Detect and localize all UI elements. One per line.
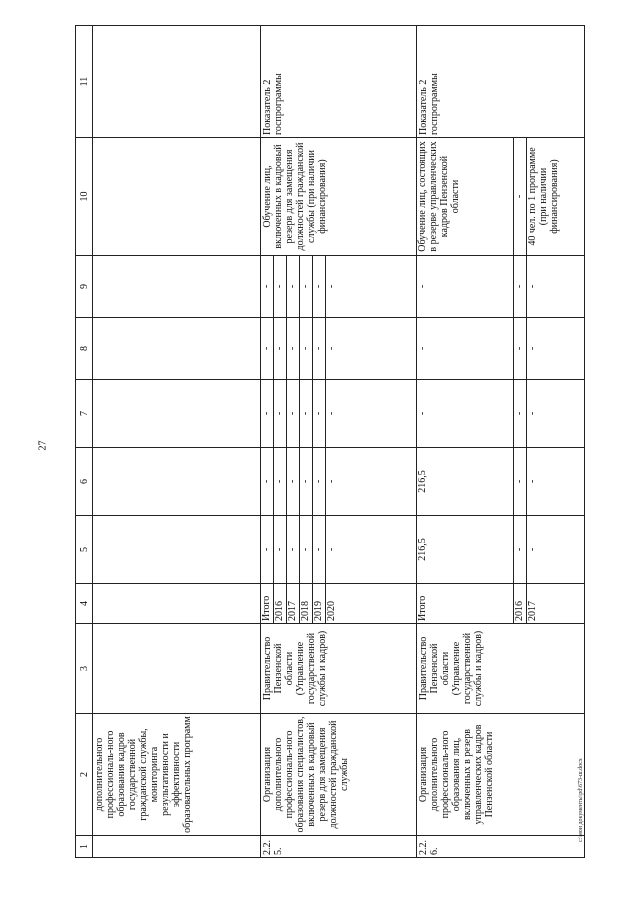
col-header: 3 — [76, 624, 93, 714]
year-label: Итого — [261, 584, 274, 623]
rotated-table-wrapper — [75, 28, 595, 858]
value: - — [527, 411, 538, 416]
table-row-2-2-5 — [261, 26, 417, 858]
result-text: 40 чел. по 1 программе (при наличии финансирования) — [527, 147, 560, 246]
value: - — [287, 448, 300, 515]
value: - — [261, 448, 274, 515]
value: - — [274, 516, 287, 583]
expected-result: Обучение лиц, включенных в кадровый резерв для замещения должностей гражданской службы (при наличии финансирования) — [261, 138, 417, 256]
value: - — [417, 380, 514, 447]
value: - — [274, 256, 287, 317]
result-text: - — [514, 138, 527, 255]
year-label: Итого — [417, 584, 514, 623]
year-label: 2019 — [313, 584, 326, 623]
empty-cell — [93, 380, 261, 448]
value: - — [261, 516, 274, 583]
col-header: 5 — [76, 516, 93, 584]
value: - — [313, 448, 326, 515]
page-number: 27 — [37, 440, 49, 451]
year-label: 2018 — [300, 584, 313, 623]
document-path: c:\мои документы\pd\673-ш.docx — [578, 758, 584, 842]
value: - — [326, 346, 337, 351]
value: - — [313, 516, 326, 583]
value: - — [313, 318, 326, 379]
years-cell — [417, 584, 585, 624]
col-header: 1 — [76, 836, 93, 858]
value: - — [527, 479, 538, 484]
years-cell — [261, 584, 417, 624]
value-cell — [261, 448, 417, 516]
empty-cell — [93, 26, 261, 138]
empty-cell — [93, 138, 261, 256]
col-header: 4 — [76, 584, 93, 624]
value: - — [287, 318, 300, 379]
value-cell — [261, 318, 417, 380]
value-cell — [261, 380, 417, 448]
empty-cell — [93, 516, 261, 584]
program-table — [75, 25, 585, 858]
indicator-link: Показатель 2 госпрограммы — [261, 26, 417, 138]
value: - — [261, 256, 274, 317]
value: - — [326, 547, 337, 552]
row-number — [93, 836, 261, 858]
row-number: 2.2.5. — [261, 836, 417, 858]
value: - — [514, 256, 527, 317]
year-label: 2017 — [527, 601, 538, 621]
value-cell — [261, 256, 417, 318]
empty-cell — [93, 584, 261, 624]
empty-cell — [93, 256, 261, 318]
empty-cell — [93, 318, 261, 380]
value: - — [417, 256, 514, 317]
col-header: 11 — [76, 26, 93, 138]
value: - — [326, 479, 337, 484]
value: - — [274, 318, 287, 379]
value: - — [287, 380, 300, 447]
measure-name: Организация дополнительного профессиональ-ного образования лиц, включенных в резерв управленческих кадров Пензенской области — [417, 714, 585, 836]
value-cell — [417, 318, 585, 380]
value-cell — [261, 516, 417, 584]
value: - — [300, 516, 313, 583]
table-row-continuation — [93, 26, 261, 858]
header-row — [76, 26, 93, 858]
value: - — [514, 516, 527, 583]
value: - — [326, 284, 337, 289]
value: - — [514, 448, 527, 515]
executor: Правительство Пензенской области (Управление государственной службы и кадров) — [417, 624, 585, 714]
table-row-2-2-6 — [417, 26, 585, 858]
value: - — [274, 380, 287, 447]
value: 216,5 — [417, 448, 514, 515]
value: - — [417, 318, 514, 379]
col-header: 8 — [76, 318, 93, 380]
value: - — [527, 346, 538, 351]
value: - — [274, 448, 287, 515]
col-header: 9 — [76, 256, 93, 318]
year-label: 2020 — [326, 601, 337, 621]
year-label: 2017 — [287, 584, 300, 623]
year-label: 2016 — [514, 584, 527, 623]
value: - — [326, 411, 337, 416]
value: - — [527, 284, 538, 289]
value: - — [300, 448, 313, 515]
value: - — [287, 516, 300, 583]
executor: Правительство Пензенской области (Управление государственной службы и кадров) — [261, 624, 417, 714]
measure-name: Организация дополнительного профессиональ-ного образования специалистов, включенных в кадровый резерв для замещения должностей гражданской службы — [261, 714, 417, 836]
value: - — [261, 380, 274, 447]
indicator-link: Показатель 2 госпрограммы — [417, 26, 585, 138]
value-cell — [417, 380, 585, 448]
year-label: 2016 — [274, 584, 287, 623]
value-cell — [417, 256, 585, 318]
col-header: 2 — [76, 714, 93, 836]
row-number: 2.2.6. — [417, 836, 585, 858]
value: - — [527, 547, 538, 552]
value: - — [300, 380, 313, 447]
measure-name: дополнительного профессиональ-ного образования кадров государственной гражданской службы, мониторинга результативности и эффективности образовательных программ — [93, 714, 261, 836]
empty-cell — [93, 624, 261, 714]
value: - — [300, 318, 313, 379]
value: - — [261, 318, 274, 379]
result-text: Обучение лиц, состоящих в резерве управленческих кадров Пензенской области — [417, 138, 514, 255]
value-cell — [417, 448, 585, 516]
value: - — [514, 380, 527, 447]
value: - — [300, 256, 313, 317]
value: - — [514, 318, 527, 379]
empty-cell — [93, 448, 261, 516]
value: - — [313, 380, 326, 447]
expected-result — [417, 138, 585, 256]
col-header: 7 — [76, 380, 93, 448]
value-cell — [417, 516, 585, 584]
value: - — [287, 256, 300, 317]
col-header: 10 — [76, 138, 93, 256]
value: 216,5 — [417, 516, 514, 583]
col-header: 6 — [76, 448, 93, 516]
value: - — [313, 256, 326, 317]
